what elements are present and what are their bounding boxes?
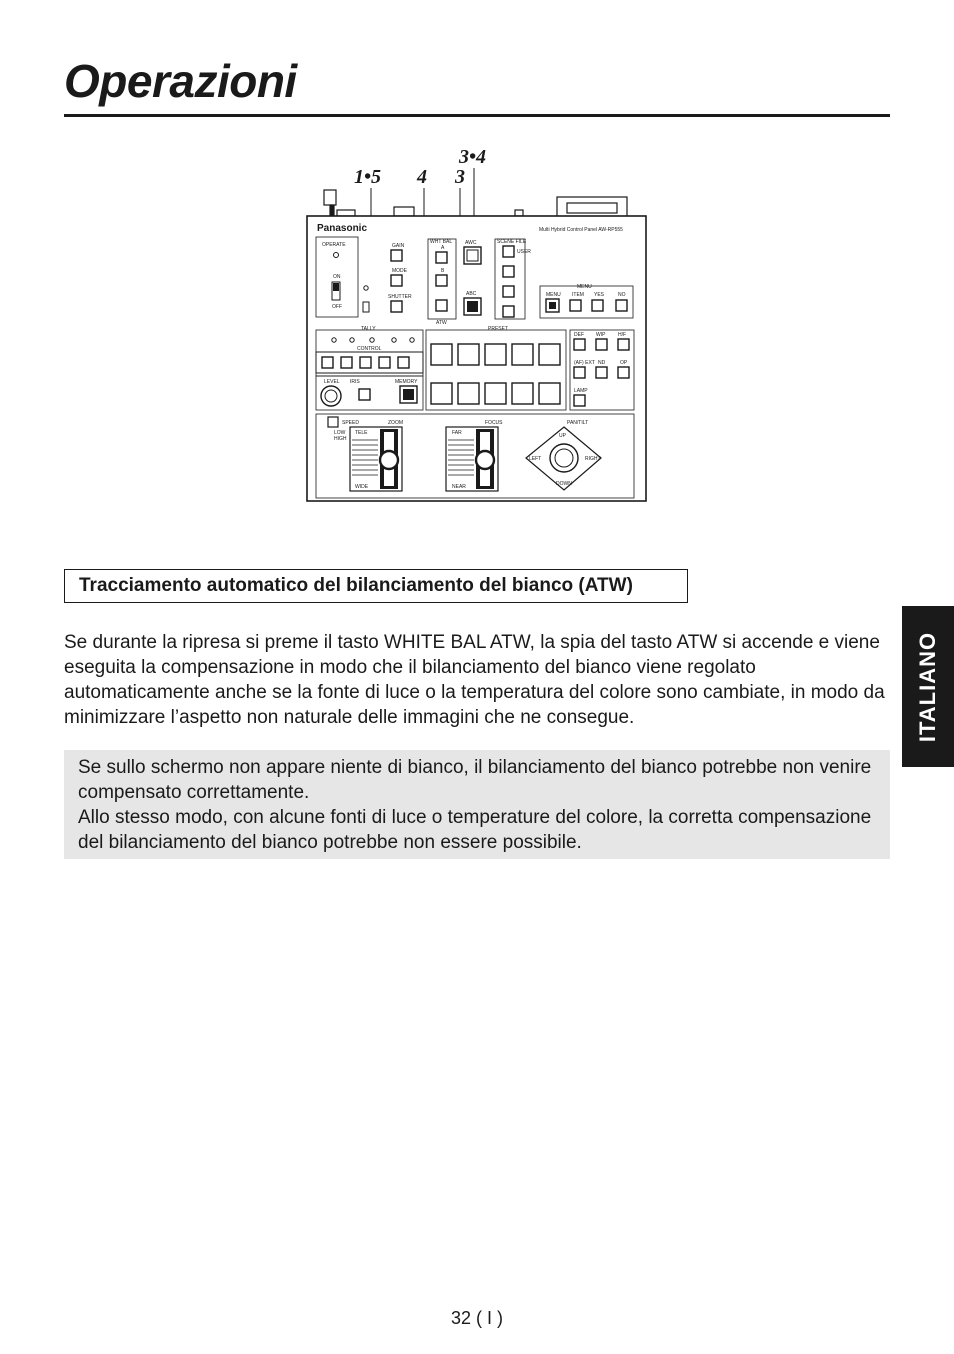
svg-text:LEFT: LEFT	[529, 456, 542, 462]
svg-text:MENU: MENU	[577, 284, 592, 290]
svg-text:GAIN: GAIN	[392, 243, 405, 249]
svg-text:SCENE FILE: SCENE FILE	[497, 239, 527, 245]
svg-text:ZOOM: ZOOM	[388, 420, 403, 426]
svg-text:WIDE: WIDE	[355, 484, 369, 490]
callout-1-5: 1•5	[354, 166, 382, 188]
focus-knob	[476, 451, 494, 469]
svg-text:OFF: OFF	[332, 304, 342, 310]
svg-text:MENU: MENU	[546, 292, 561, 298]
svg-text:DEF: DEF	[574, 332, 584, 338]
svg-text:PAN/TILT: PAN/TILT	[567, 420, 589, 426]
svg-text:(AF) EXT: (AF) EXT	[574, 360, 595, 366]
callout-3: 3	[455, 166, 465, 188]
language-tab	[902, 606, 954, 767]
svg-text:NEAR: NEAR	[452, 484, 466, 490]
svg-text:ATW: ATW	[436, 320, 447, 326]
brand-logo: Panasonic	[317, 223, 368, 234]
section-heading: Tracciamento automatico del bilanciamento del bianco (ATW)	[64, 569, 688, 603]
svg-text:TELE: TELE	[355, 430, 368, 436]
note-line: Se sullo schermo non appare niente di bianco, il bilanciamento del bianco potrebbe non venire compensato correttamente.	[78, 757, 872, 803]
svg-text:MEMORY: MEMORY	[395, 379, 418, 385]
svg-text:UP: UP	[559, 433, 566, 439]
svg-text:YES: YES	[594, 292, 605, 298]
svg-text:HIGH: HIGH	[334, 436, 347, 442]
svg-text:LOW: LOW	[334, 430, 346, 436]
svg-text:DOWN: DOWN	[556, 481, 572, 487]
svg-text:PRESET: PRESET	[488, 326, 509, 332]
model-label: Multi Hybrid Control Panel AW-RP555	[539, 227, 623, 233]
note-line: Allo stesso modo, con alcune fonti di luce o temperature del colore, la corretta compensazione del bilanciamento del bianco potrebbe non essere possibile.	[78, 807, 872, 853]
svg-text:OPERATE: OPERATE	[322, 242, 346, 248]
svg-text:ABC: ABC	[466, 291, 477, 297]
svg-text:WIP: WIP	[596, 332, 606, 338]
svg-text:H/F: H/F	[618, 332, 627, 338]
zoom-knob	[380, 451, 398, 469]
body-paragraph: Se durante la ripresa si preme il tasto WHITE BAL ATW, la spia del tasto ATW si accende e viene eseguita la compensazione in modo che il bilanciamento del bianco viene regolato automaticamente anche se la fonte di luce o la temperatura del colore sono cambiate, in modo da minimizzare l’aspetto non naturale delle immagini che ne consegue.	[64, 632, 885, 728]
atw-button	[436, 300, 447, 311]
svg-text:ON: ON	[333, 274, 341, 280]
svg-text:MODE: MODE	[392, 268, 407, 274]
svg-text:IRIS: IRIS	[350, 379, 360, 385]
svg-text:WHT BAL: WHT BAL	[430, 239, 453, 245]
svg-text:LAMP: LAMP	[574, 388, 588, 394]
note-box	[64, 750, 890, 859]
page-title: Operazioni	[64, 55, 297, 107]
svg-text:OP: OP	[620, 360, 628, 366]
svg-text:SPEED: SPEED	[342, 420, 359, 426]
svg-text:ND: ND	[598, 360, 606, 366]
svg-text:RIGHT: RIGHT	[585, 456, 601, 462]
title-rule	[64, 114, 890, 117]
svg-text:TALLY: TALLY	[361, 326, 376, 332]
antenna-connector	[324, 190, 336, 205]
svg-text:LEVEL: LEVEL	[324, 379, 340, 385]
svg-text:SHUTTER: SHUTTER	[388, 294, 412, 300]
svg-text:ITEM: ITEM	[572, 292, 584, 298]
page-number: 32 ( I )	[450, 1308, 503, 1328]
svg-text:A: A	[441, 245, 445, 251]
callout-4: 4	[417, 166, 427, 188]
svg-text:FAR: FAR	[452, 430, 462, 436]
callout-3-4: 3•4	[459, 146, 487, 168]
svg-text:FOCUS: FOCUS	[485, 420, 503, 426]
svg-text:CONTROL: CONTROL	[357, 346, 382, 352]
svg-text:NO: NO	[618, 292, 626, 298]
svg-text:B: B	[441, 268, 445, 274]
svg-text:USER: USER	[517, 249, 531, 255]
svg-text:AWC: AWC	[465, 240, 477, 246]
control-panel-figure	[300, 140, 660, 510]
language-tab-label: ITALIANO	[915, 631, 940, 742]
